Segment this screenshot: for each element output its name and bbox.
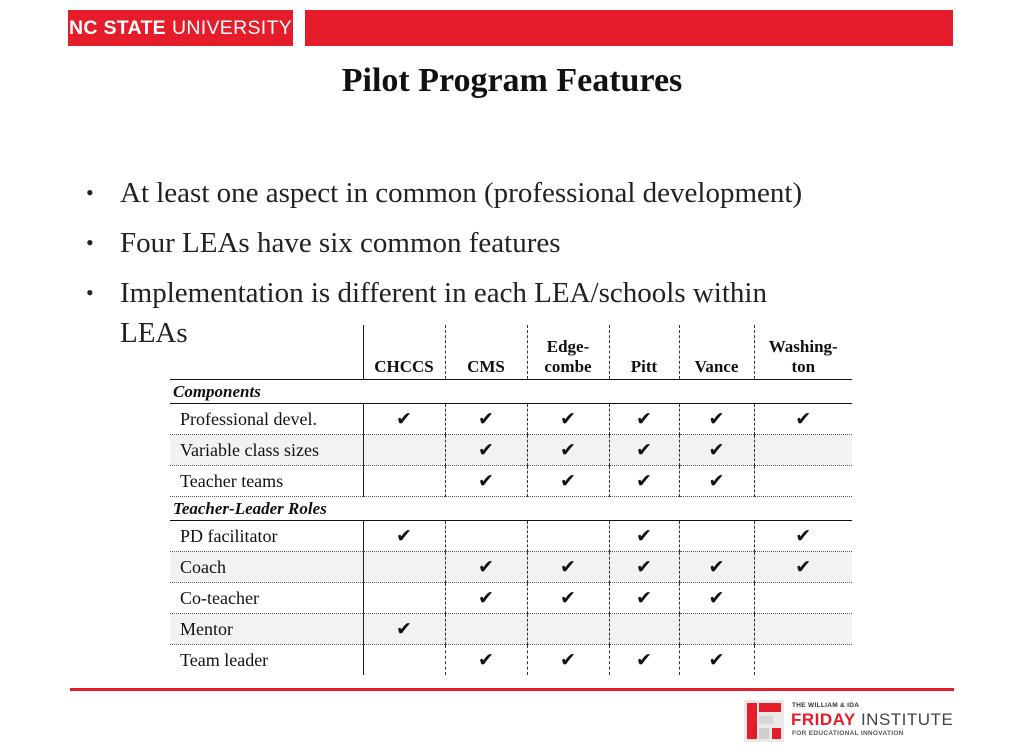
checkmark-icon: ✔ xyxy=(363,521,445,552)
column-header: CMS xyxy=(445,325,527,380)
friday-institute-mark-icon xyxy=(744,700,784,742)
checkmark-icon: ✔ xyxy=(445,404,527,435)
empty-cell xyxy=(363,583,445,614)
checkmark-icon: ✔ xyxy=(527,552,609,583)
checkmark-icon: ✔ xyxy=(609,404,679,435)
empty-cell xyxy=(363,552,445,583)
checkmark-icon: ✔ xyxy=(445,552,527,583)
row-label: Professional devel. xyxy=(170,404,363,435)
bullet-dot-icon: • xyxy=(86,180,94,205)
empty-cell xyxy=(754,614,852,645)
bullet-dot-icon: • xyxy=(86,230,94,255)
table-row xyxy=(170,404,852,435)
checkmark-icon: ✔ xyxy=(609,466,679,497)
checkmark-icon: ✔ xyxy=(754,521,852,552)
empty-cell xyxy=(679,614,754,645)
friday-institute-logo: THE WILLIAM & IDA FRIDAY INSTITUTE FOR EDUCATIONAL INNOVATION xyxy=(744,698,959,744)
table-row xyxy=(170,521,852,552)
group-header-row xyxy=(170,497,852,521)
checkmark-icon: ✔ xyxy=(445,466,527,497)
empty-cell xyxy=(527,614,609,645)
table-row xyxy=(170,583,852,614)
checkmark-icon: ✔ xyxy=(679,645,754,676)
features-table xyxy=(170,325,852,675)
group-label: Teacher-Leader Roles xyxy=(170,497,852,521)
empty-cell xyxy=(754,435,852,466)
checkmark-icon: ✔ xyxy=(679,404,754,435)
row-label: Mentor xyxy=(170,614,363,645)
column-header: Vance xyxy=(679,325,754,380)
row-label: Variable class sizes xyxy=(170,435,363,466)
row-label: PD facilitator xyxy=(170,521,363,552)
column-header: Edge- combe xyxy=(527,325,609,380)
table-body xyxy=(170,380,852,676)
column-header: Pitt xyxy=(609,325,679,380)
checkmark-icon: ✔ xyxy=(445,645,527,676)
checkmark-icon: ✔ xyxy=(609,583,679,614)
checkmark-icon: ✔ xyxy=(363,404,445,435)
checkmark-icon: ✔ xyxy=(679,435,754,466)
empty-cell xyxy=(363,645,445,676)
bullet-continuation: LEAs xyxy=(120,317,188,349)
row-label: Coach xyxy=(170,552,363,583)
empty-cell xyxy=(609,614,679,645)
checkmark-icon: ✔ xyxy=(679,552,754,583)
row-label: Team leader xyxy=(180,649,269,670)
column-header: Washing- ton xyxy=(754,325,852,380)
empty-cell xyxy=(754,583,852,614)
empty-cell xyxy=(754,645,852,676)
empty-cell xyxy=(363,435,445,466)
empty-cell xyxy=(527,521,609,552)
header-red-bar xyxy=(305,10,953,46)
checkmark-icon: ✔ xyxy=(609,521,679,552)
table-row xyxy=(170,614,852,645)
column-header: CHCCS xyxy=(363,325,445,380)
empty-cell xyxy=(363,466,445,497)
checkmark-icon: ✔ xyxy=(754,404,852,435)
checkmark-icon: ✔ xyxy=(527,645,609,676)
table-row xyxy=(170,645,852,676)
row-label: Co-teacher xyxy=(170,583,363,614)
table-header-corner xyxy=(170,325,363,380)
table-row xyxy=(170,466,852,497)
empty-cell xyxy=(754,466,852,497)
empty-cell xyxy=(679,521,754,552)
group-header-row xyxy=(170,380,852,404)
checkmark-icon: ✔ xyxy=(609,645,679,676)
checkmark-icon: ✔ xyxy=(445,435,527,466)
checkmark-icon: ✔ xyxy=(527,583,609,614)
checkmark-icon: ✔ xyxy=(527,404,609,435)
group-label: Components xyxy=(170,380,852,404)
checkmark-icon: ✔ xyxy=(609,435,679,466)
checkmark-icon: ✔ xyxy=(527,435,609,466)
table-row xyxy=(170,435,852,466)
checkmark-icon: ✔ xyxy=(609,552,679,583)
checkmark-icon: ✔ xyxy=(679,583,754,614)
table-header-row xyxy=(170,325,852,380)
nc-state-logo: NC STATE UNIVERSITY xyxy=(68,10,293,46)
checkmark-icon: ✔ xyxy=(679,466,754,497)
slide-title: Pilot Program Features xyxy=(341,62,683,99)
empty-cell xyxy=(445,614,527,645)
footer-red-line xyxy=(70,688,954,691)
row-label: Teacher teams xyxy=(170,466,363,497)
checkmark-icon: ✔ xyxy=(363,614,445,645)
checkmark-icon: ✔ xyxy=(527,466,609,497)
table-row xyxy=(170,552,852,583)
checkmark-icon: ✔ xyxy=(754,552,852,583)
checkmark-icon: ✔ xyxy=(445,583,527,614)
bullet-dot-icon: • xyxy=(86,280,94,305)
empty-cell xyxy=(445,521,527,552)
